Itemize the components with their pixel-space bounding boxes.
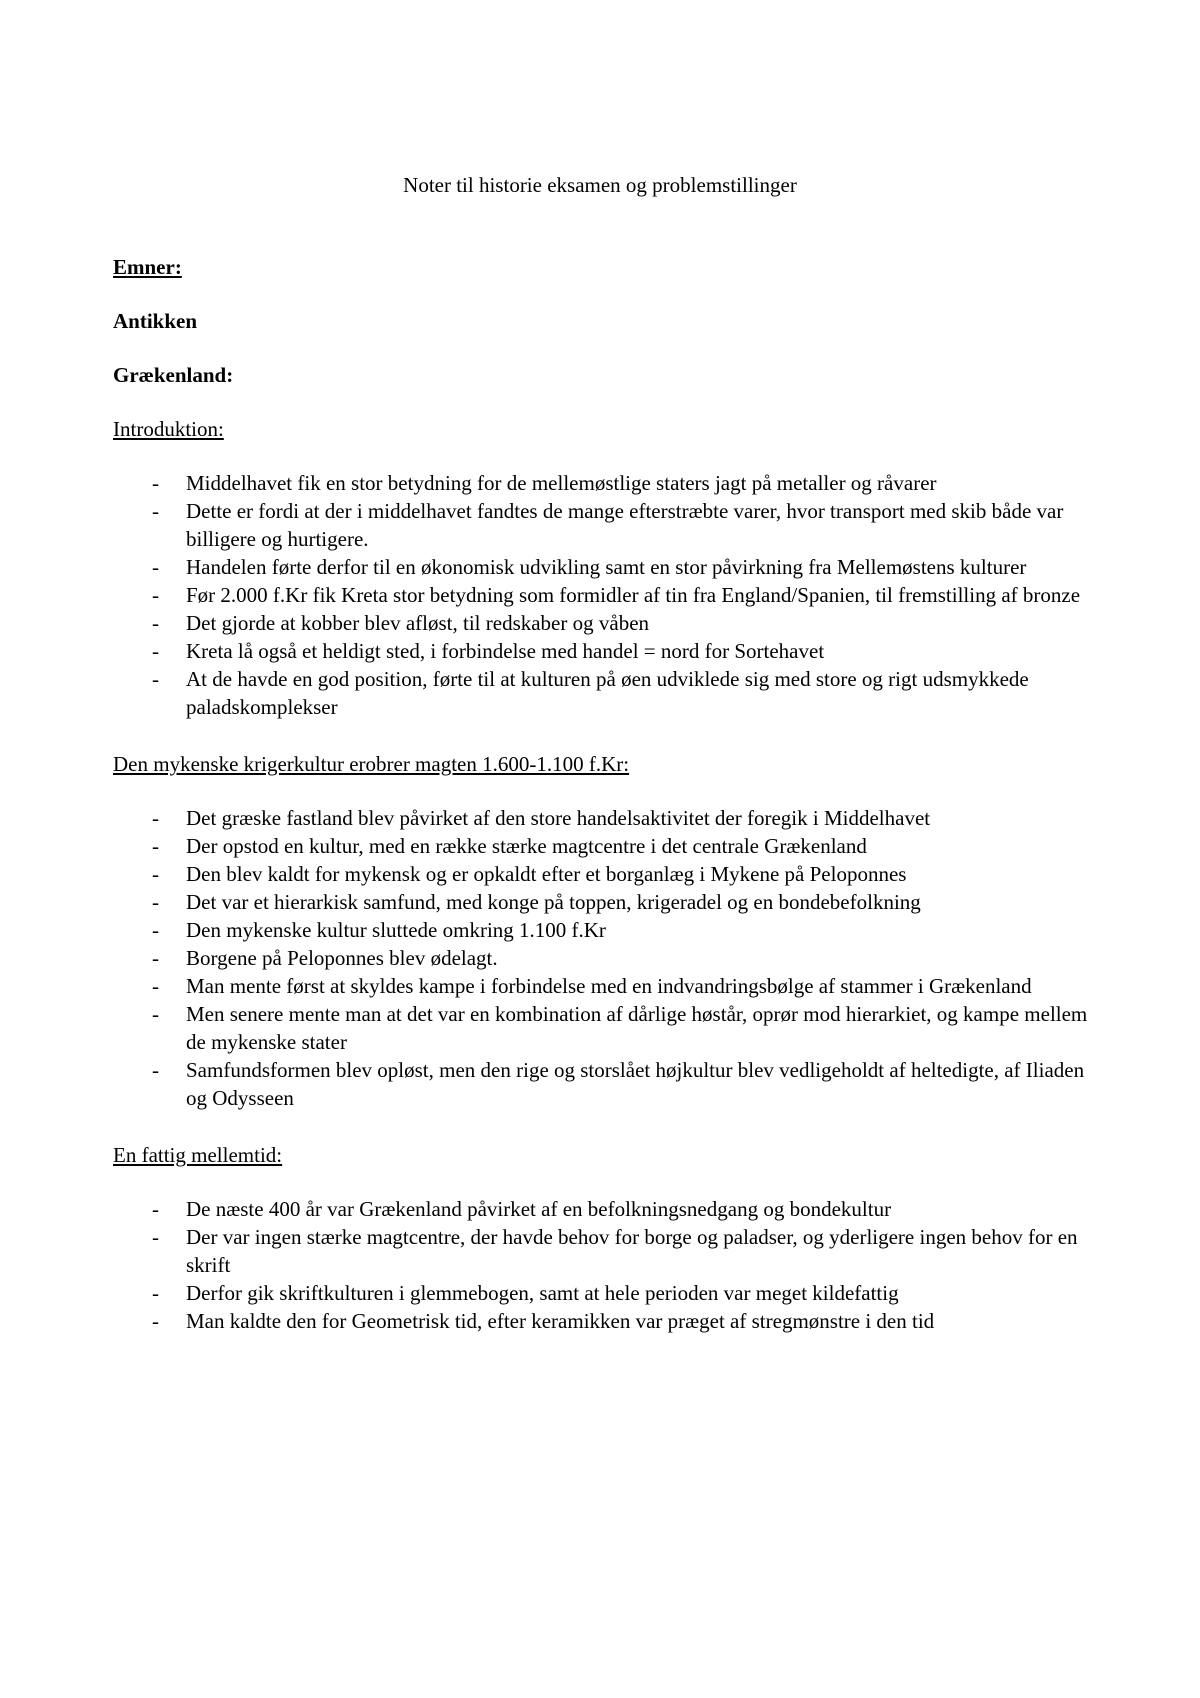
list-item-text: Det gjorde at kobber blev afløst, til redskaber og våben [186,611,650,635]
bullet-list-fattig-mellemtid [113,1195,1103,1335]
list-item [113,1195,1103,1223]
list-item [113,553,1103,581]
bullet-dash: - [152,974,159,998]
list-item [113,916,1103,944]
list-item [113,469,1103,497]
list-item-text: Handelen førte derfor til en økonomisk udvikling samt en stor påvirkning fra Mellemøstens kulturer [186,555,1027,579]
bullet-dash: - [152,555,159,579]
bullet-dash: - [152,471,159,495]
list-item [113,1000,1103,1056]
region-heading: Grækenland: [113,363,234,387]
list-item-text: Middelhavet fik en stor betydning for de mellemøstlige staters jagt på metaller og råvarer [186,471,937,495]
list-item [113,1223,1103,1279]
bullet-dash: - [152,862,159,886]
list-item [113,1056,1103,1112]
bullet-dash: - [152,918,159,942]
bullet-dash: - [152,946,159,970]
list-item-text: Kreta lå også et heldigt sted, i forbindelse med handel = nord for Sortehavet [186,639,825,663]
list-item-text: At de havde en god position, førte til at kulturen på øen udviklede sig med store og rigt udsmykkede paladskomplekser [186,667,1029,719]
list-item-text: Men senere mente man at det var en kombination af dårlige høstår, oprør mod hierarkiet, og kampe mellem de mykenske stater [186,1002,1088,1054]
document-title: Noter til historie eksamen og problemstillinger [403,173,797,197]
list-item-text: Derfor gik skriftkulturen i glemmebogen, samt at hele perioden var meget kildefattig [186,1281,899,1305]
list-item [113,972,1103,1000]
list-item-text: Der var ingen stærke magtcentre, der havde behov for borge og paladser, og yderligere ingen behov for en skrift [186,1225,1078,1277]
bullet-list-introduktion [113,469,1103,721]
bullet-dash: - [152,1002,159,1026]
list-item [113,497,1103,553]
list-item [113,944,1103,972]
bullet-dash: - [152,639,159,663]
list-item [113,804,1103,832]
list-item-text: Borgene på Peloponnes blev ødelagt. [186,946,498,970]
list-item-text: Dette er fordi at der i middelhavet fandtes de mange efterstræbte varer, hvor transport med skib både var billigere og hurtigere. [186,499,1064,551]
bullet-dash: - [152,1197,159,1221]
bullet-dash: - [152,834,159,858]
list-item-text: De næste 400 år var Grækenland påvirket af en befolkningsnedgang og bondekultur [186,1197,892,1221]
topics-heading: Emner: [113,255,182,279]
list-item-text: Det græske fastland blev påvirket af den store handelsaktivitet der foregik i Middelhavet [186,806,931,830]
bullet-dash: - [152,611,159,635]
list-item-text: Samfundsformen blev opløst, men den rige og storslået højkultur blev vedligeholdt af heltedigte, af Iliaden og Odysseen [186,1058,1085,1110]
list-item [113,888,1103,916]
bullet-list-mykenske-krigerkultur [113,804,1103,1112]
list-item-text: Den mykenske kultur sluttede omkring 1.100 f.Kr [186,918,606,942]
list-item [113,860,1103,888]
document-body [113,253,1103,1335]
bullet-dash: - [152,1058,159,1082]
bullet-dash: - [152,1281,159,1305]
list-item-text: Man kaldte den for Geometrisk tid, efter keramikken var præget af stregmønstre i den tid [186,1309,935,1333]
list-item [113,665,1103,721]
list-item-text: Det var et hierarkisk samfund, med konge på toppen, krigeradel og en bondebefolkning [186,890,921,914]
list-item [113,1307,1103,1335]
bullet-dash: - [152,1309,159,1333]
bullet-dash: - [152,890,159,914]
list-item-text: Før 2.000 f.Kr fik Kreta stor betydning som formidler af tin fra England/Spanien, til fremstilling af bronze [186,583,1081,607]
section-heading-fattig-mellemtid: En fattig mellemtid: [113,1143,283,1167]
bullet-dash: - [152,1225,159,1249]
list-item [113,832,1103,860]
list-item-text: Der opstod en kultur, med en række stærke magtcentre i det centrale Grækenland [186,834,867,858]
section-heading-introduktion: Introduktion: [113,417,224,441]
list-item [113,581,1103,609]
bullet-dash: - [152,667,159,691]
list-item-text: Den blev kaldt for mykensk og er opkaldt efter et borganlæg i Mykene på Peloponnes [186,862,907,886]
list-item [113,637,1103,665]
era-heading: Antikken [113,309,198,333]
list-item [113,1279,1103,1307]
list-item [113,609,1103,637]
list-item-text: Man mente først at skyldes kampe i forbindelse med en indvandringsbølge af stammer i Grækenland [186,974,1032,998]
bullet-dash: - [152,583,159,607]
section-heading-mykenske-krigerkultur: Den mykenske krigerkultur erobrer magten 1.600-1.100 f.Kr: [113,752,630,776]
bullet-dash: - [152,499,159,523]
bullet-dash: - [152,806,159,830]
